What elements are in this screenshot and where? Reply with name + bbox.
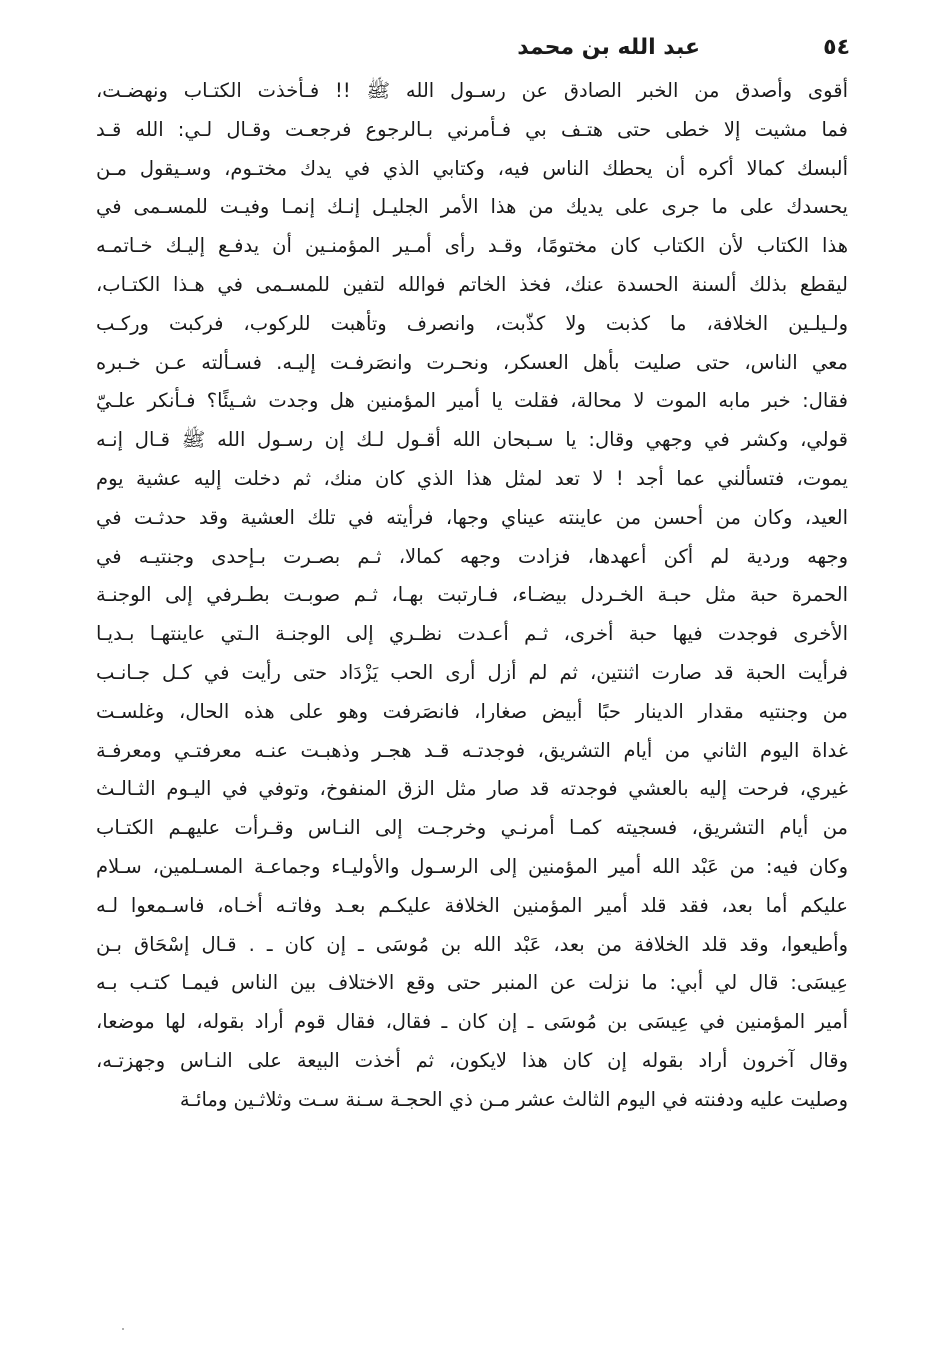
text-line: يحسدك على ما جرى على يديك من هذا الأمر الجليـل إنـك إنمـا وفيـت للمسـمى في (96, 195, 848, 219)
text-line: غيري، فرحت إليه بالعشي فوجدته قد صار مثل الزق المنفوخ، وتوفي في اليـوم الثـالـث (96, 777, 848, 801)
scan-speck (122, 1328, 124, 1330)
text-line: ليقطع بذلك ألسنة الحسدة عنك، فخذ الخاتم فوالله لتفين للمسـمى في هـذا الكتـاب، (96, 272, 848, 296)
text-line: الحمرة حبة مثل حبـة الخـردل بيضـاء، فـارتبت بهـا، ثـم صوبـت بطـرفي إلى الوجنـة (96, 583, 848, 607)
running-title: عبد الله بن محمد (517, 35, 700, 60)
text-line: الأخرى فوجدت فيها حبة أخرى، ثـم أعـدت نظـري إلى الوجنـة الـتي عاينتهـا بـديـا (96, 622, 848, 646)
text-line: غداة اليوم الثاني من أيام التشريق، فوجدتـه قـد هجـر وذهبـت عنـه معرفتـي ومعرفـة (96, 738, 848, 762)
text-line: وكان فيه: من عَبْد الله أمير المؤمنين إلى الرسـول والأوليـاء وجماعـة المسـلمين، سـلام (96, 854, 848, 878)
text-line: فقال: خبر مابه الموت لا محالة، فقلت يا أمير المؤمنين هل وجدت شـيئًا؟ فـأنكر علـيّ (96, 389, 848, 413)
text-line: وأطيعوا، وقد قلد الخلافة من بعد، عَبْد الله بن مُوسَى ـ إن كان ـ . قـال إسْحَاق بـن (96, 932, 848, 956)
text-line: فرأيت الحبة قد صارت اثنتين، ثم لم أزل أرى الحب يَزْدَاد حتى رأيت في كـل جـانـب (96, 660, 848, 684)
page-header (90, 28, 850, 68)
text-line: قولي، وكشر في وجهي وقال: يا سـبحان الله أقـول لـك إن رسـول الله ﷺ قـال إنـه (96, 428, 848, 452)
text-line: ولـيلـين الخلافة، ما كذبت ولا كذّبت، وانصرف وتأهبت للركوب، فركبت وركـب (96, 311, 848, 335)
text-line: معي الناس، حتى صليت بأهل العسكر، ونحـرت وانصَرفـت إليـه. فسـألته عـن خـبره (96, 350, 848, 374)
text-line: ألبسك كمالا أكره أن يحطك الناس فيه، وكتابي الذي في يدك مختـوم، وسـيقول مـن (96, 156, 848, 180)
page-number: ٥٤ (823, 35, 850, 60)
text-line: هذا الكتاب لأن الكتاب كان مختومًا، وقـد رأى أمـير المؤمنـين أن يدفـع إليـك خـاتمـه (96, 234, 848, 258)
text-line: أقوى وأصدق من الخبر الصادق عن رسـول الله ﷺ !! فـأخذت الكتـاب ونهضـت، (96, 79, 848, 102)
text-line: وجهه وردية لم أكن أعهدها، فزادت وجهه كمالا، ثـم بصـرت بـإحدى وجنتيـه في (96, 544, 848, 568)
text-line: عِيسَى: قال لي أبي: ما نزلت عن المنبر حتى وقع الاختلاف بين الناس فيمـا كتـب بـه (96, 971, 848, 995)
text-line: عليكم أما بعد، فقد قلد أمير المؤمنين الخلافة عليكـم بعـد وفاتـه أخـاه، فاسـمعوا لـه (96, 893, 848, 917)
text-line: العيد، وكان من أحسن من عاينته عيناي وجها، فرأيته في تلك العشية وقد حدثـت في (96, 505, 848, 529)
text-line: من أيام التشريق، فسجيته كمـا أمرنـي وخرجـت إلى النـاس وقـرأت عليهـم الكتـاب (96, 816, 848, 840)
text-line: أمير المؤمنين في عِيسَى بن مُوسَى ـ إن كان ـ فقال، فقال قوم أراد بقوله، لها موضعا، (96, 1010, 848, 1034)
text-line: وصليت عليه ودفنته في اليوم الثالث عشر مـن ذي الحجـة سـنة سـت وثلاثـين ومائـة (179, 1087, 848, 1111)
text-line: من وجنتيه مقدار الدينار حبًا أبيض صغارا، فانصَرفت وهو على هذه الحال، وغلسـت (96, 699, 848, 723)
text-line: يموت، فتسألني عما أجد ! لا تعد لمثل هذا الذي كان منك، ثم دخلت إليه عشية يوم (96, 466, 848, 490)
text-line: فما مشيت إلا خطى حتى هتـف بي فـأمرني بـالرجوع فرجعـت وقـال لـي: الله قـد (96, 117, 848, 141)
text-line: وقال آخرون أراد بقوله إن كان هذا لايكون، ثم أخذت البيعة على النـاس وجهزتـه، (96, 1048, 848, 1072)
body-text (96, 72, 848, 1120)
